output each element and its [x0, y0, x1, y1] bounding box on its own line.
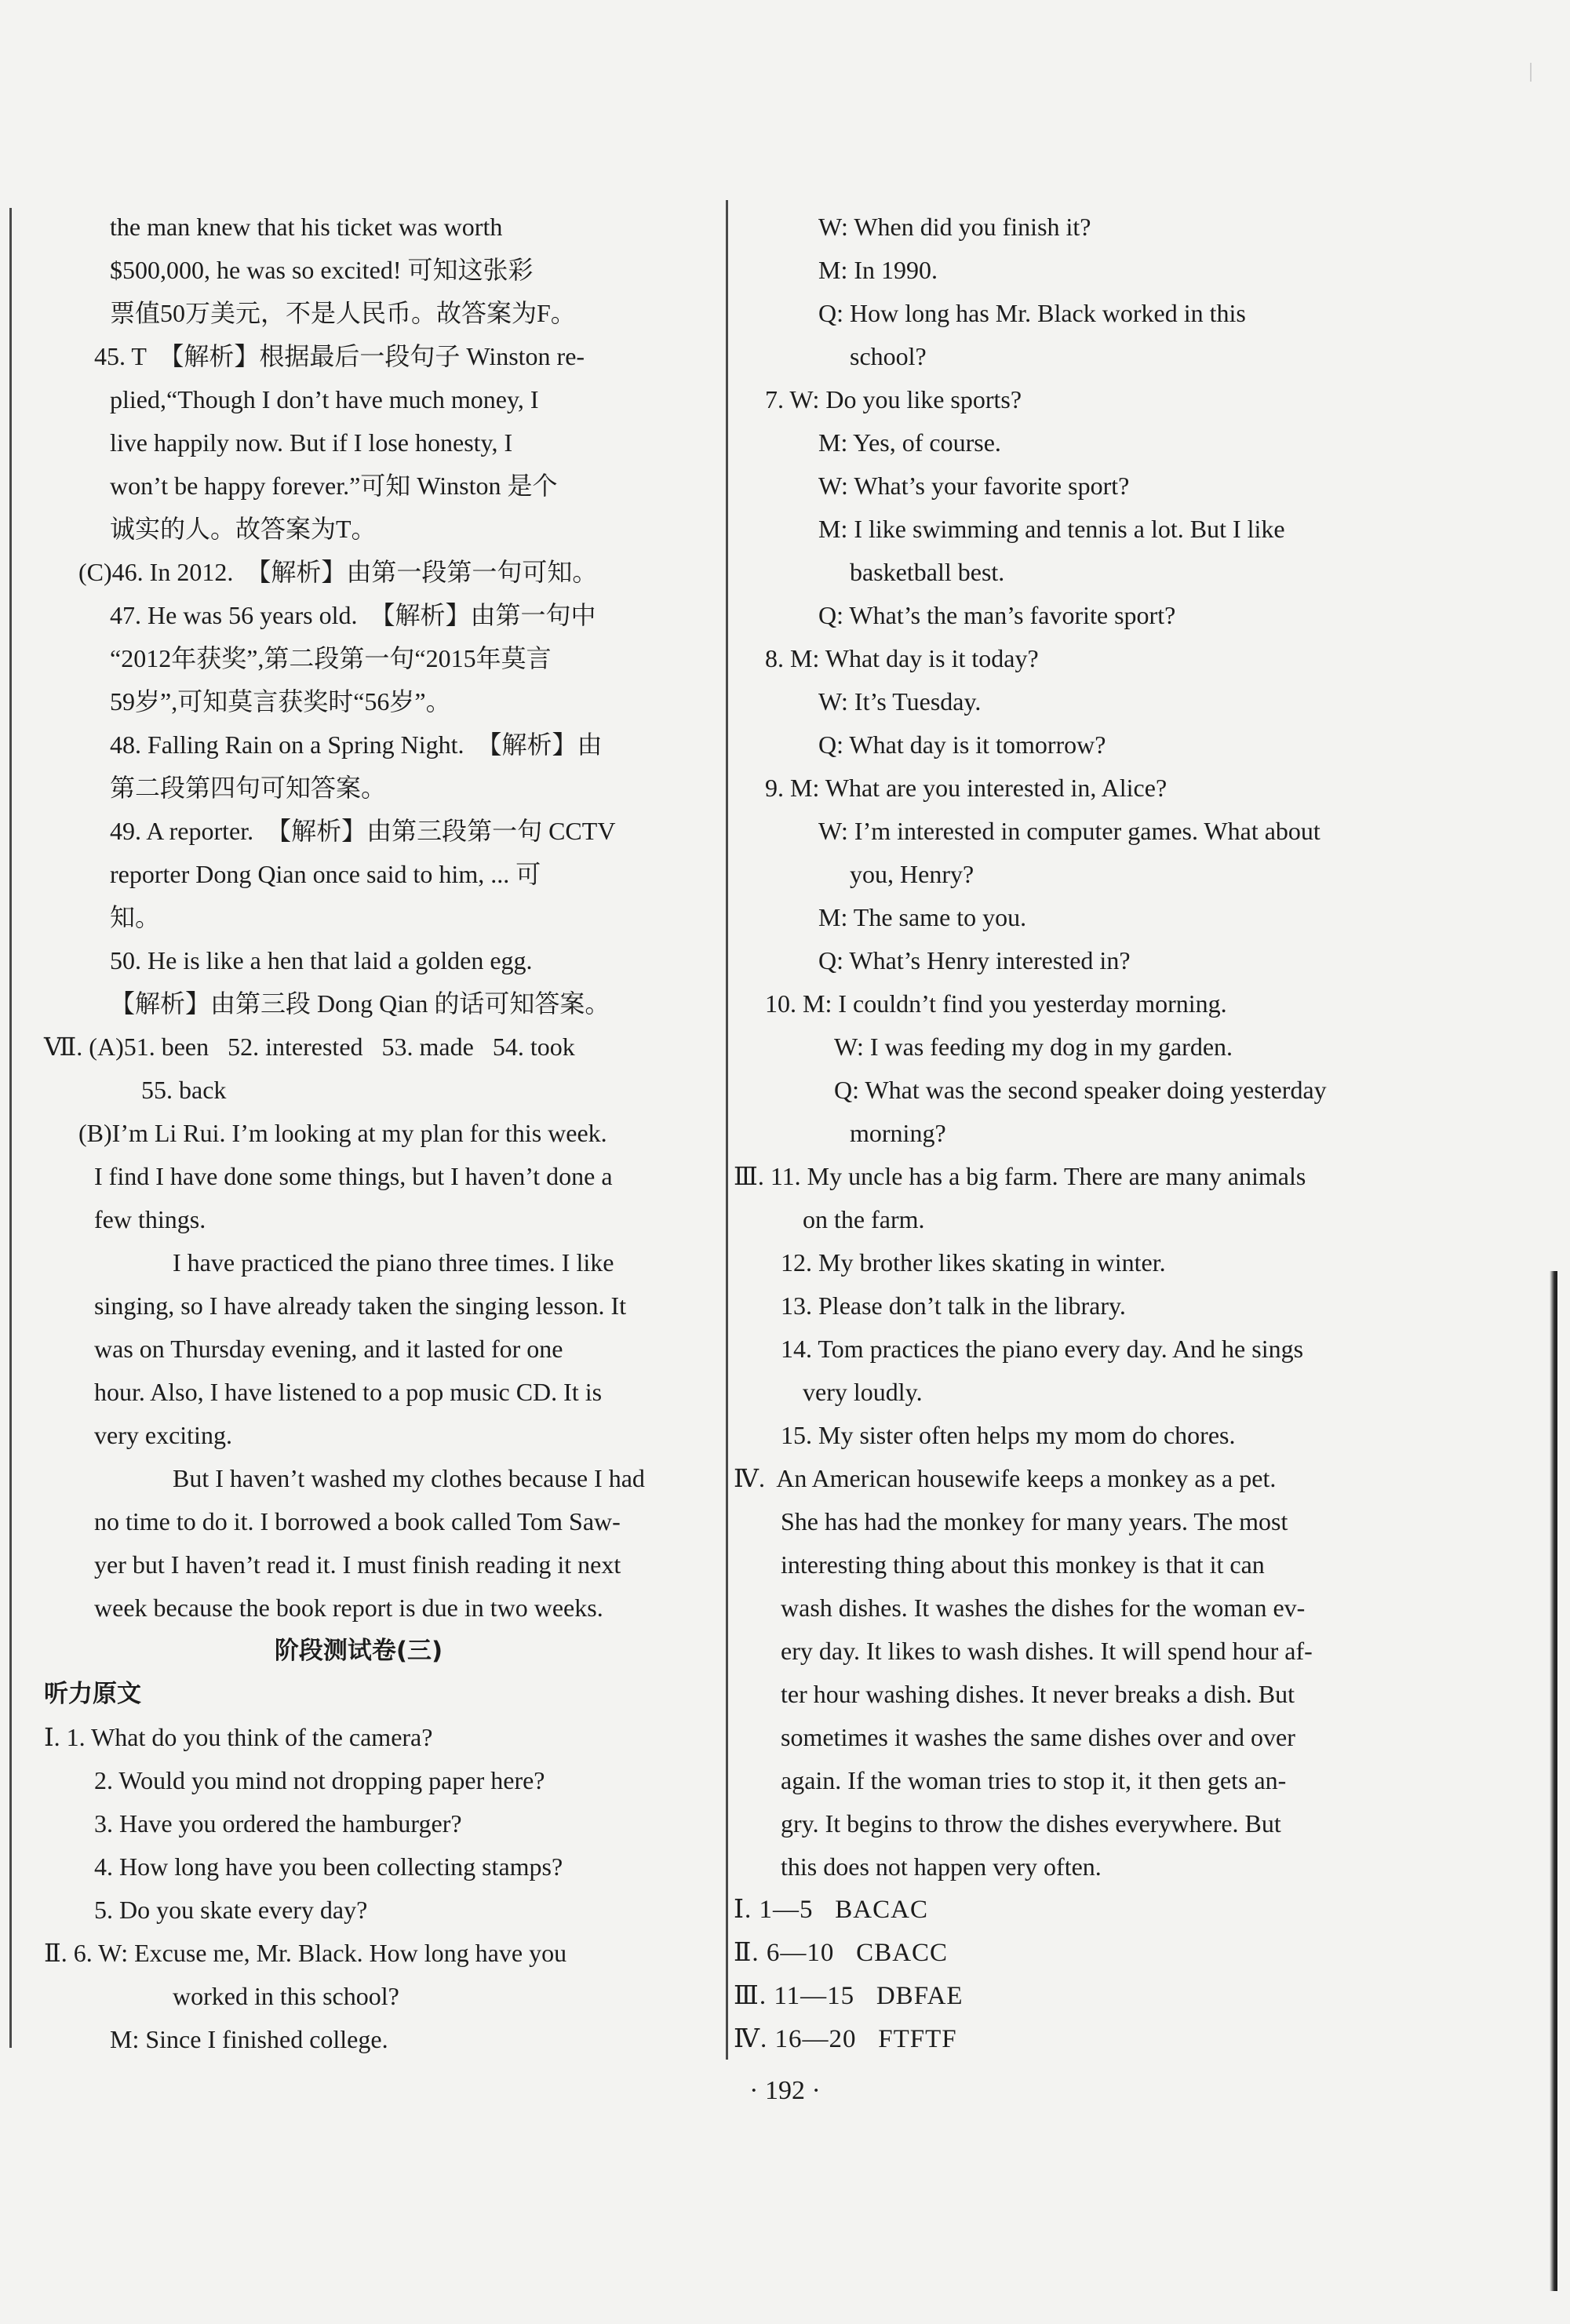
text-line: She has had the monkey for many years. The most: [781, 1507, 1288, 1535]
text-line: W: I’m interested in computer games. What about: [818, 817, 1320, 845]
text-line: interesting thing about this monkey is that it can: [781, 1550, 1265, 1579]
text-line: (B)I’m Li Rui. I’m looking at my plan for this week.: [78, 1119, 607, 1147]
text-line: basketball best.: [850, 558, 1005, 586]
text-line: 【解析】由第三段 Dong Qian 的话可知答案。: [110, 989, 610, 1018]
page-number: · 192 ·: [749, 2076, 821, 2105]
text-line: ter hour washing dishes. It never breaks a dish. But: [781, 1680, 1295, 1708]
text-line: 14. Tom practices the piano every day. And he sings: [781, 1335, 1304, 1363]
text-line: W: It’s Tuesday.: [818, 687, 982, 716]
text-line: 8. M: What day is it today?: [765, 644, 1039, 672]
answer-line: Ⅳ. 16—20 FTFTF: [734, 2025, 957, 2053]
text-line: was on Thursday evening, and it lasted for one: [94, 1335, 563, 1363]
text-line: 2. Would you mind not dropping paper here?: [94, 1766, 545, 1794]
text-line: 知。: [110, 903, 161, 931]
text-line: I find I have done some things, but I haven’t done a: [94, 1162, 613, 1190]
text-line: gry. It begins to throw the dishes everywhere. But: [781, 1809, 1281, 1838]
answer-line: Ⅰ. 1—5 BACAC: [734, 1896, 928, 1924]
text-line: 5. Do you skate every day?: [94, 1896, 368, 1924]
listening-script-left: [9, 1716, 708, 2061]
text-line: 9. M: What are you interested in, Alice?: [765, 774, 1167, 802]
text-line: ery day. It likes to wash dishes. It will spend hour af-: [781, 1637, 1313, 1665]
column-divider: [726, 200, 728, 2060]
text-line: singing, so I have already taken the singing lesson. It: [94, 1291, 627, 1320]
text-line: sometimes it washes the same dishes over and over: [781, 1723, 1295, 1751]
text-line: morning?: [850, 1119, 946, 1147]
text-line: hour. Also, I have listened to a pop music CD. It is: [94, 1378, 603, 1406]
text-line: Ⅰ. 1. What do you think of the camera?: [44, 1723, 433, 1751]
text-line: week because the book report is due in two weeks.: [94, 1594, 603, 1622]
text-line: W: When did you finish it?: [818, 213, 1091, 241]
text-line: “2012年获奖”,第二段第一句“2015年莫言: [110, 644, 552, 672]
text-line: Q: What’s Henry interested in?: [818, 946, 1131, 974]
text-line: won’t be happy forever.”可知 Winston 是个: [110, 472, 558, 500]
text-line: M: I like swimming and tennis a lot. But I like: [818, 515, 1285, 543]
text-line: 4. How long have you been collecting stamps?: [94, 1852, 563, 1881]
text-line: you, Henry?: [850, 860, 974, 888]
text-line: school?: [850, 342, 927, 370]
text-line: on the farm.: [803, 1205, 925, 1233]
text-line: 3. Have you ordered the hamburger?: [94, 1809, 462, 1838]
text-line: 47. He was 56 years old. 【解析】由第一句中: [110, 601, 596, 629]
text-line: Ⅶ. (A)51. been 52. interested 53. made 54. took: [44, 1033, 575, 1061]
answer-line: Ⅱ. 6—10 CBACC: [734, 1939, 949, 1967]
text-line: 48. Falling Rain on a Spring Night. 【解析】由: [110, 730, 603, 759]
text-line: 13. Please don’t talk in the library.: [781, 1291, 1126, 1320]
text-line: the man knew that his ticket was worth: [110, 213, 503, 241]
right-column-text: [734, 206, 1424, 1889]
text-line: no time to do it. I borrowed a book called Tom Saw-: [94, 1507, 621, 1535]
text-line: plied,“Though I don’t have much money, I: [110, 385, 539, 413]
text-line: I have practiced the piano three times. I like: [173, 1248, 614, 1277]
text-line: W: I was feeding my dog in my garden.: [834, 1033, 1233, 1061]
scan-mark: [1530, 63, 1532, 82]
text-line: live happily now. But if I lose honesty, I: [110, 428, 513, 457]
text-line: 7. W: Do you like sports?: [765, 385, 1022, 413]
text-line: again. If the woman tries to stop it, it then gets an-: [781, 1766, 1287, 1794]
text-line: 55. back: [141, 1076, 227, 1104]
text-line: 59岁”,可知莫言获奖时“56岁”。: [110, 687, 451, 716]
scan-edge-shadow: [1550, 1271, 1557, 2291]
text-line: M: Yes, of course.: [818, 428, 1001, 457]
text-line: Q: What day is it tomorrow?: [818, 730, 1106, 759]
text-line: 10. M: I couldn’t find you yesterday morning.: [765, 989, 1227, 1018]
text-line: M: In 1990.: [818, 256, 938, 284]
text-line: Q: How long has Mr. Black worked in this: [818, 299, 1246, 327]
text-line: W: What’s your favorite sport?: [818, 472, 1130, 500]
text-line: 第二段第四句可知答案。: [110, 774, 387, 802]
left-column: [9, 206, 708, 2061]
text-line: this does not happen very often.: [781, 1852, 1102, 1881]
answer-key: [734, 1889, 1424, 2061]
text-line: 50. He is like a hen that laid a golden egg.: [110, 946, 533, 974]
text-line: 15. My sister often helps my mom do chores.: [781, 1421, 1236, 1449]
left-column-text: [9, 206, 708, 1630]
text-line: Ⅱ. 6. W: Excuse me, Mr. Black. How long have you: [44, 1939, 567, 1967]
text-line: 诚实的人。故答案为T。: [110, 515, 377, 543]
text-line: Q: What was the second speaker doing yesterday: [834, 1076, 1327, 1104]
text-line: yer but I haven’t read it. I must finish reading it next: [94, 1550, 621, 1579]
text-line: wash dishes. It washes the dishes for the woman ev-: [781, 1594, 1306, 1622]
answer-line: Ⅲ. 11—15 DBFAE: [734, 1982, 963, 2010]
text-line: few things.: [94, 1205, 206, 1233]
text-line: 12. My brother likes skating in winter.: [781, 1248, 1166, 1277]
text-line: Ⅳ. An American housewife keeps a monkey as a pet.: [734, 1464, 1277, 1492]
text-line: But I haven’t washed my clothes because I had: [173, 1464, 645, 1492]
text-line: Ⅲ. 11. My uncle has a big farm. There are many animals: [734, 1162, 1306, 1190]
text-line: $500,000, he was so excited! 可知这张彩: [110, 256, 534, 284]
text-line: 45. T 【解析】根据最后一段句子 Winston re-: [94, 342, 585, 370]
text-line: M: Since I finished college.: [110, 2025, 388, 2053]
text-line: 49. A reporter. 【解析】由第三段第一句 CCTV: [110, 817, 616, 845]
section-title: 阶段测试卷(三): [274, 1637, 443, 1665]
text-line: worked in this school?: [173, 1982, 399, 2010]
text-line: M: The same to you.: [818, 903, 1027, 931]
text-line: very exciting.: [94, 1421, 232, 1449]
text-line: (C)46. In 2012. 【解析】由第一段第一句可知。: [78, 558, 598, 586]
text-line: reporter Dong Qian once said to him, ... 可: [110, 860, 541, 888]
text-line: 票值50万美元，不是人民币。故答案为F。: [110, 299, 576, 327]
listening-label: 听力原文: [44, 1680, 141, 1708]
text-line: very loudly.: [803, 1378, 923, 1406]
right-column: [734, 206, 1424, 2061]
text-line: Q: What’s the man’s favorite sport?: [818, 601, 1176, 629]
